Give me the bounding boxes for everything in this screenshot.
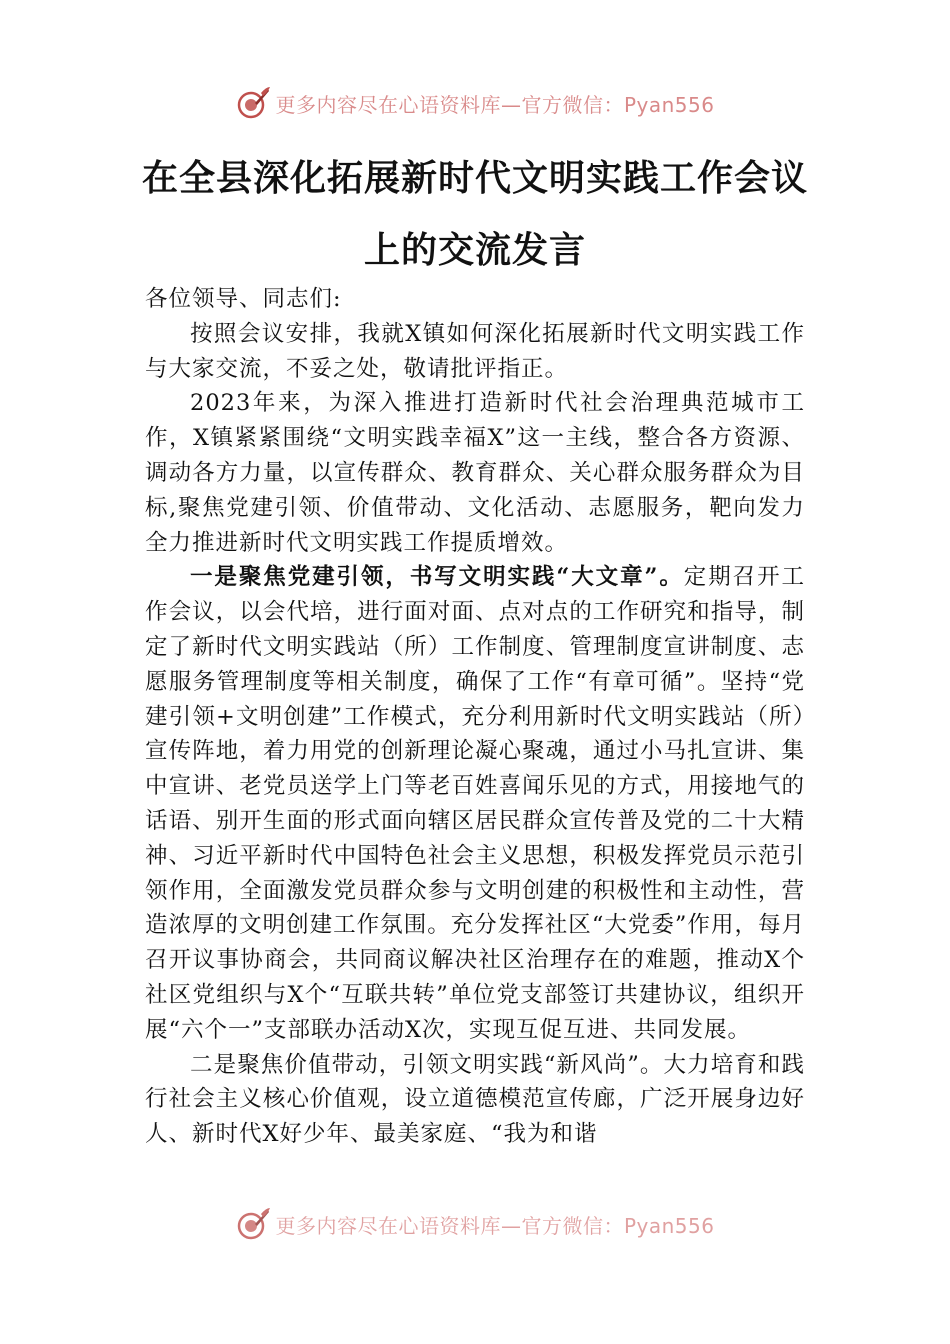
watermark-footer [0,1204,950,1244]
document-title-line-1: 在全县深化拓展新时代文明实践工作会议 [141,158,808,199]
section-heading-1: 一是聚焦党建引领，书写文明实践“大文章”。 [190,564,684,591]
quill-seal-icon [235,1206,271,1242]
paragraph-party-leadership [145,560,805,1047]
paragraph-value-guidance: 二是聚焦价值带动，引领文明实践“新风尚”。大力培育和践行社会主义核心价值观，设立道德模范宣传廊，广泛开展身边好人、新时代X好少年、最美家庭、“我为和谐 [145,1051,805,1148]
watermark-header [0,83,950,123]
watermark-text: 更多内容尽在心语资料库—官方微信：Pyan556 [275,1213,715,1238]
paragraph-intro: 按照会议安排，我就X镇如何深化拓展新时代文明实践工作与大家交流，不妥之处，敬请批评指正。 [145,320,805,382]
salutation: 各位领导、同志们: [145,286,342,312]
watermark-text: 更多内容尽在心语资料库—官方微信：Pyan556 [275,92,715,117]
section-body-1: 定期召开工作会议，以会代培，进行面对面、点对点的工作研究和指导，制定了新时代文明实践站（所）工作制度、管理制度宣讲制度、志愿服务管理制度等相关制度，确保了工作“有章可循”。坚持“党建引领+文明创建”工作模式，充分利用新时代文明实践站（所）宣传阵地，着力用党的创新理论凝心聚魂，通过小马扎宣讲、集中宣讲、老党员送学上门等老百姓喜闻乐见的方式，用接地气的话语、别开生面的形式面向辖区居民群众宣传普及党的二十大精神、习近平新时代中国特色社会主义思想，积极发挥党员示范引领作用，全面激发党员群众参与文明创建的积极性和主动性，营造浓厚的文明创建工作氛围。充分发挥社区“大党委”作用，每月召开议事协商会，共同商议解决社区治理存在的难题，推动X个社区党组织与X个“互联共转”单位党支部签订共建协议，组织开展“六个一”支部联办活动X次，实现互促互进、共同发展。 [145,564,805,1043]
document-body [145,282,805,1152]
document-title-line-2: 上的交流发言 [363,230,586,271]
quill-seal-icon [235,85,271,121]
paragraph-overview: 2023年来，为深入推进打造新时代社会治理典范城市工作，X镇紧紧围绕“文明实践幸福X”这一主线，整合各方资源、调动各方力量，以宣传群众、教育群众、关心群众服务群众为目标,聚焦党建引领、价值带动、文化活动、志愿服务，靶向发力全力推进新时代文明实践工作提质增效。 [145,390,805,556]
